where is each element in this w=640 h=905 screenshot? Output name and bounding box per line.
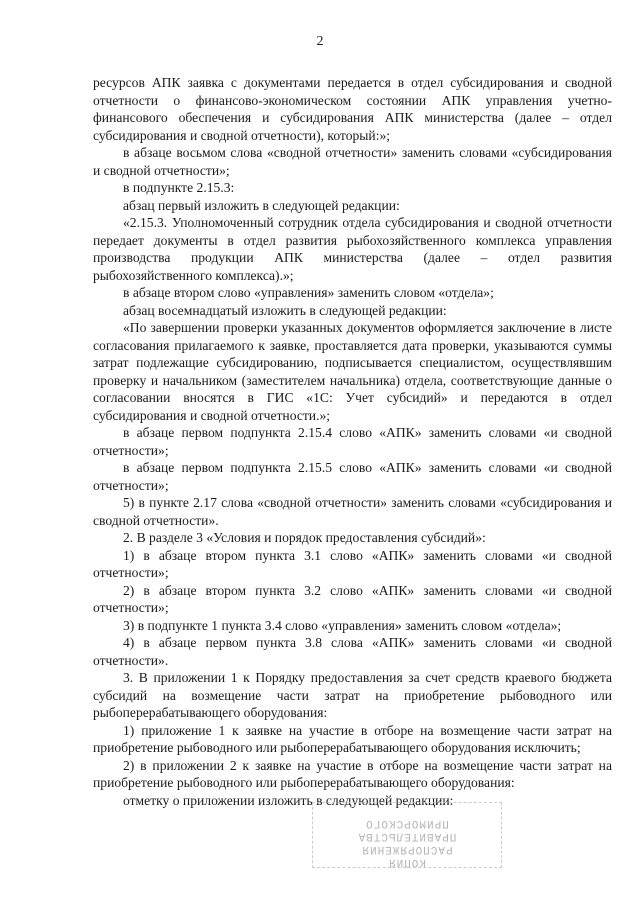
paragraph: отметку о приложении изложить в следующей редакции: — [123, 792, 454, 808]
paragraph: в абзаце первом подпункта 2.15.4 слово «АПК» заменить словами «и сводной отчетности»; — [93, 425, 612, 458]
paragraph: 4) в абзаце первом пункта 3.8 слова «АПК» заменить словами «и сводной отчетности». — [93, 635, 612, 668]
paragraph: 3. В приложении 1 к Порядку предоставления за счет средств краевого бюджета субсидий на возмещение части затрат на приобретение рыбоводного или рыбоперерабатывающего оборудования: — [93, 670, 612, 720]
stamp-line: РАСПОРЯЖЕНИЯ ПРАВИТЕЛЬСТВА — [357, 830, 457, 855]
stamp-line: ПРИМОРСКОГО — [365, 817, 449, 829]
paragraph: «2.15.3. Уполномоченный сотрудник отдела субсидирования и сводной отчетности передает документы в отдел развития рыбохозяйственного комплекса управления производства продукции АПК министерства (далее – отдел развития рыбохозяйственного комплекса).»; — [93, 215, 612, 283]
paragraph: в подпункте 2.15.3: — [123, 180, 235, 195]
paragraph: 2) в приложении 2 к заявке на участие в отборе на возмещение части затрат на приобретение рыбоводного или рыбоперерабатывающего оборудования: — [93, 757, 612, 790]
paragraph: 1) приложение 1 к заявке на участие в отборе на возмещение части затрат на приобретение рыбоводного или рыбоперерабатывающего оборудования исключить; — [93, 722, 612, 755]
paragraph: 3) в подпункте 1 пункта 3.4 слово «управления» заменить словом «отдела»; — [123, 617, 562, 633]
paragraph: 5) в пункте 2.17 слова «сводной отчетности» заменить словами «субсидирования и сводной отчетности». — [93, 495, 612, 528]
stamp-line: КОПИЯ — [388, 856, 427, 868]
paragraph: в абзаце восьмом слова «сводной отчетности» заменить словами «субсидирования и сводной отчетности»; — [93, 145, 612, 178]
paragraph: 2. В разделе 3 «Условия и порядок предоставления субсидий»: — [123, 530, 486, 545]
page-number: 2 — [316, 34, 324, 49]
paragraph: 1) в абзаце втором пункта 3.1 слово «АПК» заменить словами «и сводной отчетности»; — [93, 547, 612, 580]
paragraph: «По завершении проверки указанных документов оформляется заключение в листе согласования прилагаемого к заявке, проставляется дата проверки, указываются суммы затрат подлежащие субсидированию, подписывается специалистом, осуществлявшим проверку и начальником (заместителем начальника) отдела, соответствующие данные о согласовании вносятся в ГИС «1С: Учет субсидий» и передаются в отдел субсидирования и сводной отчетности.»; — [93, 320, 612, 423]
copy-stamp — [312, 802, 502, 868]
paragraph: в абзаце первом подпункта 2.15.5 слово «АПК» заменить словами «и сводной отчетности»; — [93, 460, 612, 493]
paragraph: ресурсов АПК заявка с документами передается в отдел субсидирования и сводной отчетности о финансово-экономическом состоянии АПК управления учетно-финансового обеспечения и субсидирования АПК министерства (далее – отдел субсидирования и сводной отчетности), который:»; — [93, 75, 612, 143]
document-body — [93, 74, 612, 809]
paragraph: в абзаце втором слово «управления» заменить словом «отдела»; — [123, 285, 494, 300]
paragraph: абзац первый изложить в следующей редакции: — [123, 197, 400, 213]
paragraph: 2) в абзаце втором пункта 3.2 слово «АПК» заменить словами «и сводной отчетности»; — [93, 582, 612, 615]
paragraph: абзац восемнадцатый изложить в следующей редакции: — [123, 302, 447, 318]
